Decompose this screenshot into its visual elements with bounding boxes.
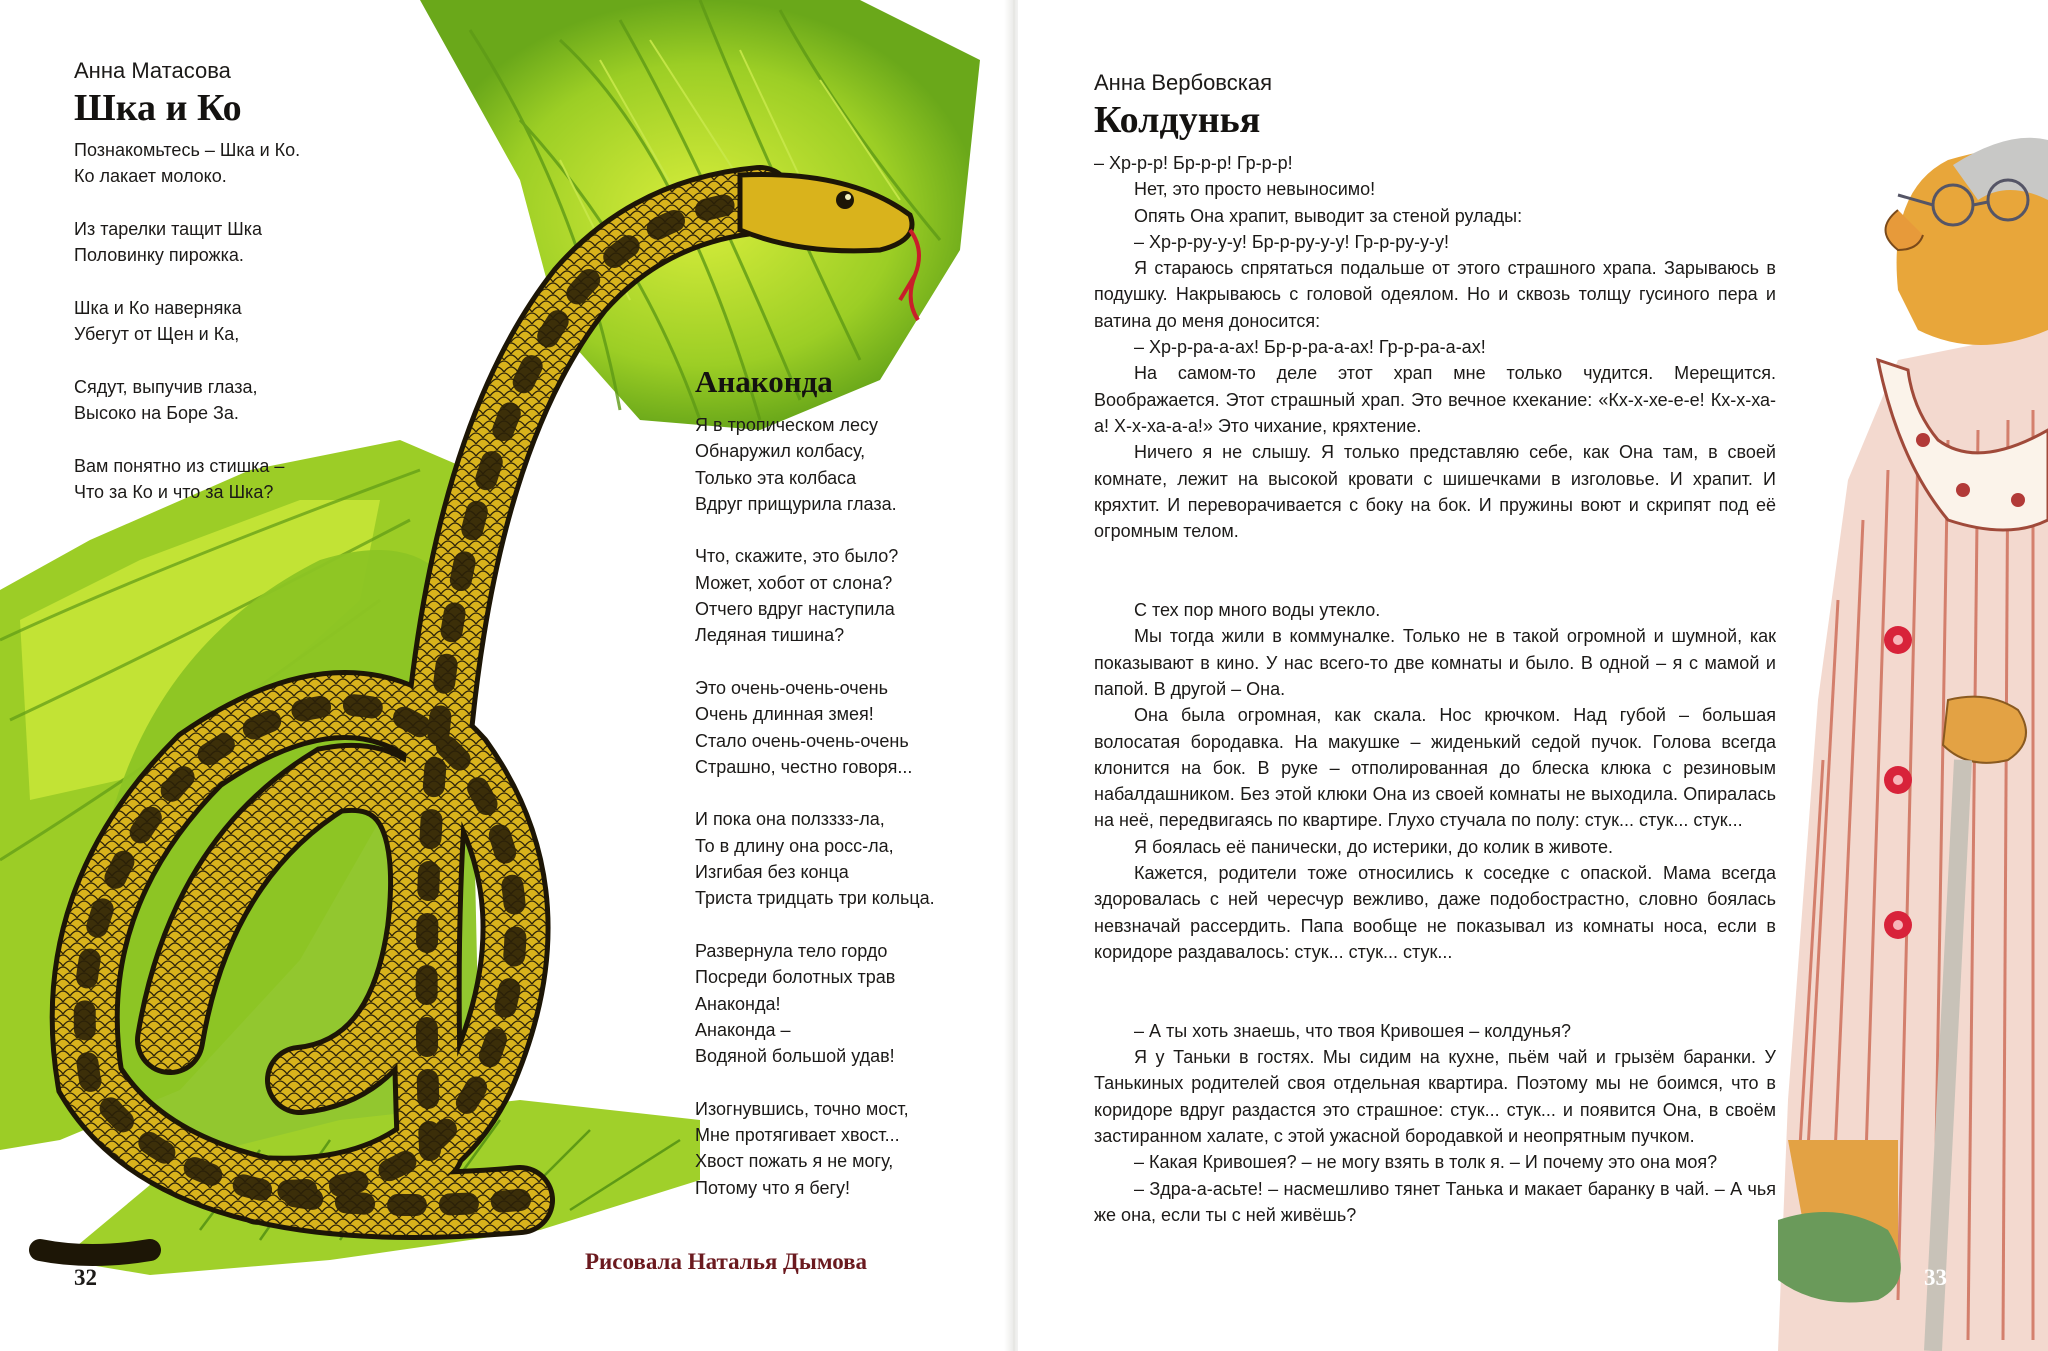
story-paragraph: – Хр-р-ра-а-ах! Бр-р-ра-а-ах! Гр-р-ра-а-ах! xyxy=(1134,337,1486,358)
section-break xyxy=(1094,544,1776,570)
woman-head xyxy=(1886,138,2048,345)
poem-line: Вдруг прищурила глаза. xyxy=(695,493,897,514)
story-title: Колдунья xyxy=(1094,99,1261,141)
poem-line: Высоко на Боре За. xyxy=(74,402,239,423)
stanza xyxy=(695,806,935,911)
poem-line: Я в тропическом лесу xyxy=(695,415,878,435)
poem-line: Развернула тело гордо xyxy=(695,940,888,961)
poem-line: Из тарелки тащит Шка xyxy=(74,218,263,239)
poem-line: Изгибая без конца xyxy=(695,862,849,883)
stanza xyxy=(74,295,300,348)
story-paragraph: С тех пор много воды утекло. xyxy=(1134,600,1381,621)
stanza xyxy=(695,543,935,648)
stanza xyxy=(74,137,300,190)
story-paragraph: Она была огромная, как скала. Нос крючком. Над губой – большая волосатая бородавка. На макушке – жиденький седой пучок. Голова всегда клонится на бок. В руке – отполированная до блеска клюка с резиновым набалдашником. Без этой клюки Она из своей комнаты не выходила. Опиралась на неё, передвигаясь по квартире. Глухо стучала по полу: стук... стук... стук... xyxy=(1094,705,1776,831)
poem-line: Шка и Ко наверняка xyxy=(74,297,242,318)
section-break xyxy=(1094,571,1776,597)
poem-line: То в длину она росс-ла, xyxy=(695,835,894,856)
story-paragraph: Ничего я не слышу. Я только представляю себе, как Она там, в своей комнате, лежит на высокой кровати с шишечками в изголовье. И храпит. И кряхтит. И переворачивается с боку на бок. И пружины воют и скрипят под её огромным телом. xyxy=(1094,442,1776,542)
poem2-text xyxy=(695,412,935,1227)
story-paragraph: Кажется, родители тоже относились к соседке с опаской. Мама всегда здоровалась с ней чересчур вежливо, даже подобострастно, словно боялась невзначай рассердить. Папа вообще не показывал из комнаты носа, если в коридоре раздавалось: стук... стук... стук... xyxy=(1094,863,1776,962)
story-paragraph: – Здра-а-асьте! – насмешливо тянет Танька и макает баранку в чай. – А чья же она, если ты с ней живёшь? xyxy=(1094,1178,1776,1225)
poem-line: Хвост пожать я не могу, xyxy=(695,1151,894,1172)
stanza xyxy=(695,675,935,780)
poem-line: Только эта колбаса xyxy=(695,467,857,488)
poem-line: Анаконда! xyxy=(695,993,781,1014)
stanza xyxy=(74,453,300,506)
poem1-author: Анна Матасова xyxy=(74,58,231,83)
section-break xyxy=(1094,965,1776,991)
page-number-left: 32 xyxy=(74,1265,97,1290)
illustrator-credit: Рисовала Наталья Дымова xyxy=(585,1249,868,1274)
story-paragraph: – Хр-р-ру-у-у! Бр-р-ру-у-у! Гр-р-ру-у-у! xyxy=(1134,231,1449,252)
stanza xyxy=(74,374,300,427)
story-paragraph: Опять Она храпит, выводит за стеной рулады: xyxy=(1134,205,1523,226)
right-page xyxy=(1018,0,2048,1351)
poem-line: Анаконда – xyxy=(695,1019,791,1040)
poem-line: Может, хобот от слона? xyxy=(695,572,893,593)
poem-line: Обнаружил колбасу, xyxy=(695,441,866,462)
poem-line: И пока она ползззз-ла, xyxy=(695,809,885,830)
poem1-text xyxy=(74,137,300,531)
poem-line: Ко лакает молоко. xyxy=(74,166,227,187)
poem-line: Это очень-очень-очень xyxy=(695,677,888,698)
story-paragraph: Мы тогда жили в коммуналке. Только не в такой огромной и шумной, как показывают в кино. У нас всего-то две комнаты и было. В одной – я с мамой и папой. В другой – Она. xyxy=(1094,626,1776,699)
woman-hand xyxy=(1943,697,2026,763)
page-number-right: 33 xyxy=(1924,1265,1947,1290)
story-paragraph: – Какая Кривошея? – не могу взять в толк я. – И почему это она моя? xyxy=(1134,1152,1718,1173)
poem-line: Отчего вдруг наступила xyxy=(695,599,895,620)
stanza xyxy=(695,412,935,517)
poem-line: Что за Ко и что за Шка? xyxy=(74,481,274,502)
poem-line: Стало очень-очень-очень xyxy=(695,730,909,751)
poem-line: Триста тридцать три кольца. xyxy=(695,888,935,909)
story-paragraph: – Хр-р-р! Бр-р-р! Гр-р-р! xyxy=(1094,153,1293,173)
stanza xyxy=(695,1096,935,1201)
poem-line: Очень длинная змея! xyxy=(695,704,874,725)
poem-line: Ледяная тишина? xyxy=(695,625,845,646)
poem-line: Половинку пирожка. xyxy=(74,245,244,266)
story-paragraph: Я боялась её панически, до истерики, до колик в животе. xyxy=(1134,836,1614,857)
poem1-title: Шка и Ко xyxy=(74,87,242,129)
story-author: Анна Вербовская xyxy=(1094,70,1272,95)
section-break xyxy=(1094,992,1776,1018)
story-paragraph: – А ты хоть знаешь, что твоя Кривошея – колдунья? xyxy=(1134,1020,1571,1041)
poem-line: Потому что я бегу! xyxy=(695,1177,851,1198)
poem-line: Убегут от Щен и Ка, xyxy=(74,324,240,345)
poem-line: Водяной большой удав! xyxy=(695,1046,895,1067)
poem-line: Познакомьтесь – Шка и Ко. xyxy=(74,140,301,160)
stanza xyxy=(74,216,300,269)
left-page xyxy=(0,0,1010,1351)
story-paragraph: Я стараюсь спрятаться подальше от этого страшного храпа. Зарываюсь в подушку. Накрываюсь с головой одеялом. Но и сквозь толщу гусиного пера и ватина до меня доносится: xyxy=(1094,258,1776,331)
story-paragraph: Нет, это просто невыносимо! xyxy=(1134,179,1376,200)
poem-line: Мне протягивает хвост... xyxy=(695,1125,900,1146)
poem-line: Страшно, честно говоря... xyxy=(695,756,913,777)
poem2-title: Анаконда xyxy=(695,364,833,399)
poem-line: Сядут, выпучив глаза, xyxy=(74,376,258,397)
poem-line: Что, скажите, это было? xyxy=(695,546,899,567)
story-text xyxy=(1094,150,1776,1228)
poem-line: Посреди болотных трав xyxy=(695,967,896,988)
poem-line: Вам понятно из стишка – xyxy=(74,455,285,476)
stanza xyxy=(695,938,935,1069)
poem-line: Изогнувшись, точно мост, xyxy=(695,1098,909,1119)
story-paragraph: Я у Таньки в гостях. Мы сидим на кухне, пьём чай и грызём баранки. У Танькиных родителей своя отдельная квартира. Поэтому мы не боимся, что в коридоре вдруг раздастся это страшное: стук... стук... и появится Она, в своём застиранном халате, с этой ужасной бородавкой и неопрятным пучком. xyxy=(1094,1047,1776,1146)
story-paragraph: На самом-то деле этот храп мне только чудится. Мерещится. Воображается. Этот страшный храп. Это вечное кхекание: «Кх-х-хе-е-е! Кх-х-ха-а! Х-х-ха-а-а!» Это чихание, кряхтение. xyxy=(1094,363,1776,436)
